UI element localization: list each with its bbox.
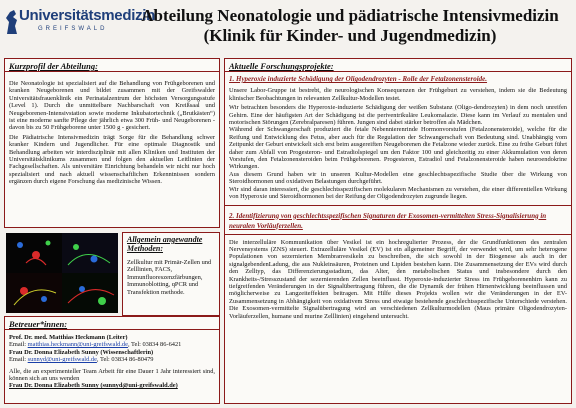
methods-heading: Allgemein angewandte Methoden:: [127, 235, 203, 253]
university-logo: [4, 6, 156, 42]
project-1-title: 1. Hyperoxie induzierte Schädigung der Oligodendrozyten - Rolle der Fetalzonensteroide.: [229, 75, 488, 83]
email-label: Email:: [9, 356, 27, 364]
logo-name: Universitätsmedizin: [19, 7, 156, 24]
project-1-paragraph: Während der Schwangerschaft produziert die fetale Nebennierenrinde Hormonvorstufen (Fetalzonensteroide), welche für die Reifung und Entwicklung des Fetus, aber auch für die Regulation der Schwangerschaft von Bedeutung sind. Unabhängig vom Zeitpunkt der Geburt entwickelt sich erst beim ausgereiften Neugeborenen die Fetalzone wieder zurück. Eine zu frühe Geburt führt daher zum Abfall von Progesteron- und Estradiolspiegel um den Faktor 100 und gleichzeitig zu einer Akkumulation von deren Vorstufen, den Fetalzonensteroiden beim Frühgeborenen. Progesteron, Estradiol und Fetalzonensteroide haben neuroendokrine Wirkungen.: [229, 126, 567, 171]
supervisor-1-email-link[interactable]: matthias.heckmann@uni-greifswald.de: [27, 341, 128, 349]
project-1-paragraph: Unsere Labor-Gruppe ist bestrebt, die neurologischen Konsequenzen der Frühgeburt zu verstehen, indem sie die Bedeutung klinischer Beobachtungen in relevanten Zellkultur-Modellen testet.: [229, 87, 567, 102]
logo-subtitle: GREIFSWALD: [38, 26, 108, 32]
supervisors-heading: Betreuer*innen:: [5, 317, 219, 330]
profile-heading: Kurzprofil der Abteilung:: [5, 59, 219, 72]
title-line-2: (Klinik für Kinder- und Jugendmedizin): [203, 26, 497, 45]
section-divider: [225, 205, 571, 206]
email-label: Email:: [9, 341, 27, 349]
project-1-paragraph: Wir sind daran interessiert, die geschlechtsspezifischen molekularen Mechanismen zu verstehen, die einer differentiellen Wirkung von Hyperoxie und Steroidhormonen bei der Reifung der Oligodendrozyten zugrunde liegen.: [229, 185, 567, 201]
supervisor-2-email-link[interactable]: sunnyd@uni-greifswald.de: [27, 356, 97, 364]
methods-panel: [122, 232, 220, 316]
microscopy-image-collage: [6, 233, 118, 313]
projects-heading: Aktuelle Forschungsprojekte:: [225, 59, 571, 72]
supervisor-2-name: Frau Dr. Donna Elizabeth Sunny (Wissenschaftlerin): [9, 348, 154, 356]
supervisor-2-phone: , Tel: 03834 86-80479: [96, 356, 154, 364]
griffin-logo-icon: [4, 8, 20, 36]
profile-text: [5, 72, 219, 190]
project-1-text: [225, 84, 571, 202]
supervisor-2-contact: [9, 356, 215, 363]
project-2-text: Die interzelluläre Kommunikation über Vesikel ist ein hochregulierter Prozess, der die Grundfunktionen des zentralen Nervensystems (ZNS) steuert. Extrazelluläre Vesikel (EV) ist ein allgemeiner Begriff, der verwendet wird, um sehr heterogene Populationen von sezernierten Membranvesikeln zu beschreiben, die sich sowohl in der Biogenese als auch in der signalgebendenLadung, die aus Nukleinsäuren, Proteinen und Lipiden bestehen kann. Die Zusammensetzung der EVs wird durch den Zelltyp, das Differenzierungsstadium, das Alter, den metabolischen Status und insbesondere durch den Krankheits-/Stresszustand der sezernierenden Zellen beeinflusst. Hyperoxie-induzierter Stress im Frühgeborenenhirn kann zu tiefgreifenden Veränderungen in der Signalübertragung führen, die die Dynamik der frühen Hirnentwicklung beeinflussen und möglicherweise zu Langzeiteffekten beitragen. Mit Hilfe dieses Projekts wollen wir die Veränderungen in der EV-Zusammensetzung in Abhängigkeit von oxidativem Stress und etwaige bestehende geschlechtsspezifische Unterschiede verstehen. Die Exosomen-vermittelte Signalübertragung wird an verschiedenen Zellkulturmodellen (Maus primäre Oligodendrozyten-Vorläuferzellen, humane und murine Zelllinien) eingehend untersucht.: [229, 238, 567, 320]
contact-line: Frau Dr. Donna Elizabeth Sunny (sunnyd@uni-greifswald.de): [9, 382, 178, 390]
supervisor-1-phone: , Tel: 03834 86-6421: [127, 341, 182, 349]
page-title: [130, 6, 570, 46]
profile-paragraph: Die Neonatologie ist spezialisiert auf die Behandlung von Frühgeborenen und kranken Neugeborenen und bildet zusammen mit der Greifswalder Universitätsfrauenklinik ein Perinatalzentrum der höchsten Versorgungsstufe (Level 1). Durch die unmittelbare Nachbarschaft von Kreißsaal und Neugeborenen-Intensivstation sowie moderne Inkubatortechnik („Brutkästen“) ist eine moderne sanfte Pflege der jährlich etwa 300 Früh- und Neugeborenen - davon bis zu 50 Frühgeborene unter 1500 g - gesichert.: [9, 80, 215, 132]
profile-paragraph: Die Pädiatrische Intensivmedizin trägt Sorge für die Behandlung schwer kranker Kindern und Jugendlicher. Für eine optimale Diagnostik und Behandlung arbeiten wir interdisziplinär mit allen Kliniken und Instituten der Universitätsklinikums zusammen und folgen den aktuellen Leitlinien der Fachgesellschaften. Als universitäre Einrichtung behandeln wir nicht nur hoch spezialisiert und nach aktuell wissenschaftlichen Erkenntnissen sondern ergänzen durch eigene Forschung das medizinische Wissen.: [9, 133, 215, 186]
profile-panel: [4, 58, 220, 228]
project-2-title: 2. Identifizierung von geschlechtsspezifischen Signaturen der Exosomen-vermittelten Stress-Signalisierung in neuralen Vorläuferzellen.: [229, 211, 547, 230]
projects-panel: [224, 58, 572, 404]
supervisors-text: [5, 330, 219, 392]
microscopy-images: [6, 233, 118, 313]
methods-text: Zellkultur mit Primär-Zellen und Zelllinien, FACS, Immunfluoreszenzfärbungen, Immunoblotting, qPCR und Transfektion methode.: [127, 259, 212, 296]
project-1-paragraph: Aus diesem Grund haben wir in unseren Kultur-Modellen eine geschlechtsspezifische Studie über die Wirkung von Steroidhormonen und oxidativen Belastungen durchgeführt.: [229, 170, 567, 186]
application-note: Alle, die an experimenteller Team Arbeit für eine Dauer 1 Jahr interessiert sind, können sich an uns wenden: [9, 367, 215, 383]
section-divider: [225, 234, 571, 235]
project-1-paragraph: Wir betrachten besonders die Hyperoxie-induzierte Schädigung der weißen Substanz (Oligo-dendrozyten) in dem noch unreifen Gehirn. Eine der häufigsten Art der Schädigung ist die periventrikuläre Leukomalazie. Diese kann im Verlauf zu mentalen und motorischen Störungen (Zerebralparesen) führen. Jungen sind dabei stärker betroffen als Mädchen.: [229, 104, 567, 127]
supervisor-1-contact: [9, 341, 215, 348]
title-line-1: Abteilung Neonatologie und pädiatrische Intensivmedizin: [141, 6, 559, 25]
supervisors-panel: [4, 316, 220, 404]
supervisor-1-name: Prof. Dr. med. Matthias Heckmann (Leiter): [9, 334, 128, 341]
